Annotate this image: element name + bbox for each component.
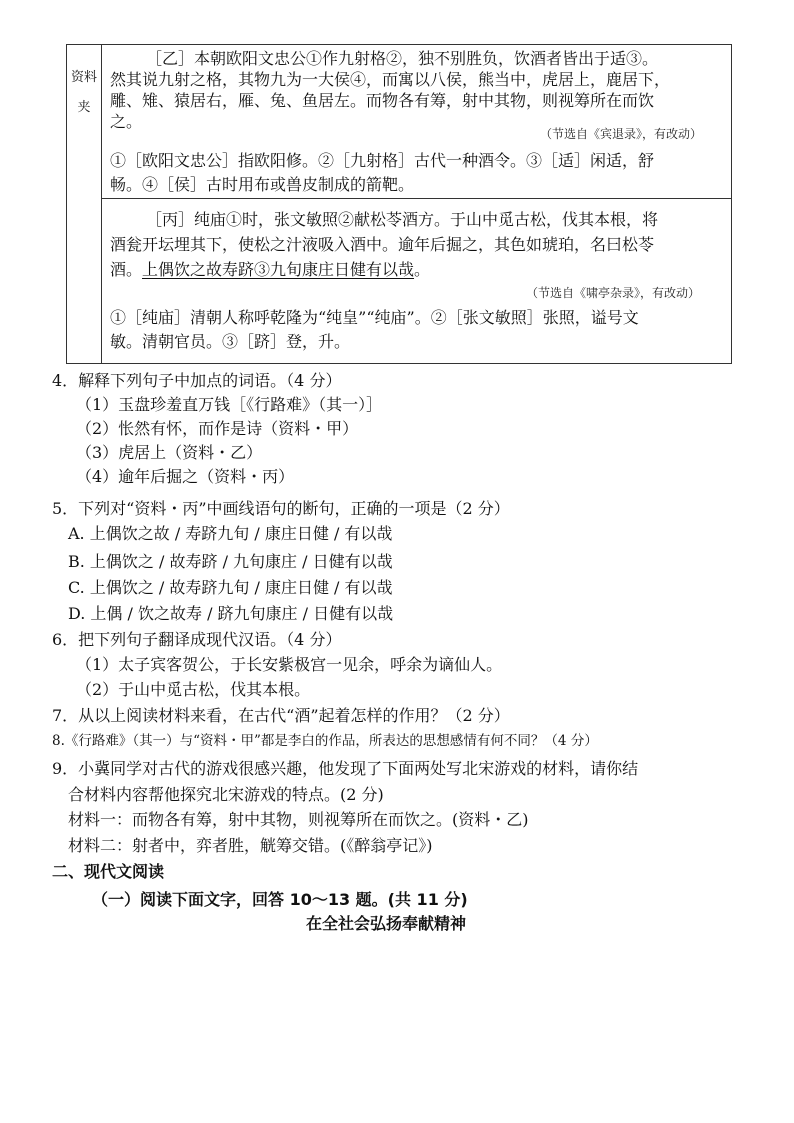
q4-item-2: （2）怅然有怀，而作是诗（资料・甲）	[76, 419, 359, 438]
bing-line-1: ［丙］纯庙①时，张文敏照②献松苓酒方。于山中觅古松，伐其本根，将	[146, 210, 659, 229]
q5-option-b: B. 上偶饮之 / 故寿跻 / 九旬康庄 / 日健有以哉	[68, 552, 393, 571]
section-two-heading: 二、现代文阅读	[52, 862, 165, 881]
q6-item-1: （1）太子宾客贺公，于长安紫极宫一见余，呼余为谪仙人。	[76, 655, 503, 674]
q4-stem: 4．解释下列句子中加点的词语。（4 分）	[52, 371, 342, 390]
bing-note-1: ①［纯庙］清朝人称呼乾隆为“纯皇”“纯庙”。②［张文敏照］张照，谥号文	[110, 308, 639, 327]
yi-line-1: ［乙］本朝欧阳文忠公①作九射格②，独不别胜负，饮酒者皆出于适③。	[146, 49, 659, 68]
bing-source: （节选自《啸亭杂录》，有改动）	[526, 286, 701, 300]
bing-line-3-start: 酒。	[110, 260, 143, 279]
yi-note-2: 畅。④［侯］古时用布或兽皮制成的箭靶。	[110, 175, 415, 194]
q4-item-3: （3）虎居上（资料・乙）	[76, 443, 263, 462]
bing-line-3	[110, 257, 430, 282]
q8-stem: 8.《行路难》（其一）与“资料・甲”都是李白的作品，所表达的思想感情有何不同？（4 分）	[52, 733, 598, 749]
q9-stem-line-1: 9．小冀同学对古代的游戏很感兴趣，他发现了下面两处写北宋游戏的材料，请你结	[52, 759, 639, 778]
bing-line-3-end: 。	[414, 260, 431, 279]
q4-item-4: （4）逾年后掘之（资料・丙）	[76, 467, 295, 486]
yi-source: （节选自《宾退录》，有改动）	[540, 127, 703, 141]
bing-note-2: 敏。清朝官员。③［跻］登，升。	[110, 332, 351, 351]
yi-line-4: 之。	[110, 112, 143, 131]
q5-option-c: C. 上偶饮之 / 故寿跻九旬 / 康庄日健 / 有以哉	[68, 578, 393, 597]
section-two-subheading: （一）阅读下面文字，回答 10～13 题。(共 11 分)	[92, 890, 468, 909]
q9-material-1: 材料一：而物各有筹，射中其物，则视筹所在而饮之。(资料・乙)	[68, 810, 529, 829]
material-label-line2: 夹	[77, 100, 91, 115]
q6-item-2: （2）于山中觅古松，伐其本根。	[76, 680, 311, 699]
q5-option-d: D. 上偶 / 饮之故寿 / 跻九旬康庄 / 日健有以哉	[68, 604, 394, 623]
q4-item-1: （1）玉盘珍羞直万钱［《行路难》（其一）］	[76, 395, 383, 414]
yi-note-1: ①［欧阳文忠公］指欧阳修。②［九射格］古代一种酒令。③［适］闲适，舒	[110, 151, 655, 170]
material-label-column	[66, 44, 102, 364]
q5-option-a: A. 上偶饮之故 / 寿跻九旬 / 康庄日健 / 有以哉	[68, 524, 393, 543]
yi-line-3: 雕、雉、猿居右，雁、兔、鱼居左。而物各有筹，射中其物，则视筹所在而饮	[110, 91, 655, 110]
material-row-divider	[102, 198, 732, 199]
q6-stem: 6．把下列句子翻译成现代汉语。（4 分）	[52, 630, 342, 649]
q7-stem: 7．从以上阅读材料来看，在古代“酒”起着怎样的作用？（2 分）	[52, 706, 510, 725]
yi-line-2: 然其说九射之格，其物九为一大侯④，而寓以八侯，熊当中，虎居上，鹿居下，	[110, 70, 671, 89]
article-title: 在全社会弘扬奉献精神	[306, 914, 467, 933]
material-label-line1: 资料	[70, 70, 97, 85]
q9-material-2: 材料二：射者中，弈者胜，觥筹交错。(《醉翁亭记》)	[68, 836, 433, 855]
q9-stem-line-2: 合材料内容帮他探究北宋游戏的特点。(2 分)	[68, 785, 384, 804]
bing-underlined-sentence: 上偶饮之故寿跻③九旬康庄日健有以哉	[142, 260, 415, 279]
q5-stem: 5．下列对“资料・丙”中画线语句的断句，正确的一项是（2 分）	[52, 499, 510, 518]
bing-line-2: 酒瓮开坛埋其下，使松之汁液吸入酒中。逾年后掘之，其色如琥珀，名曰松苓	[110, 235, 655, 254]
